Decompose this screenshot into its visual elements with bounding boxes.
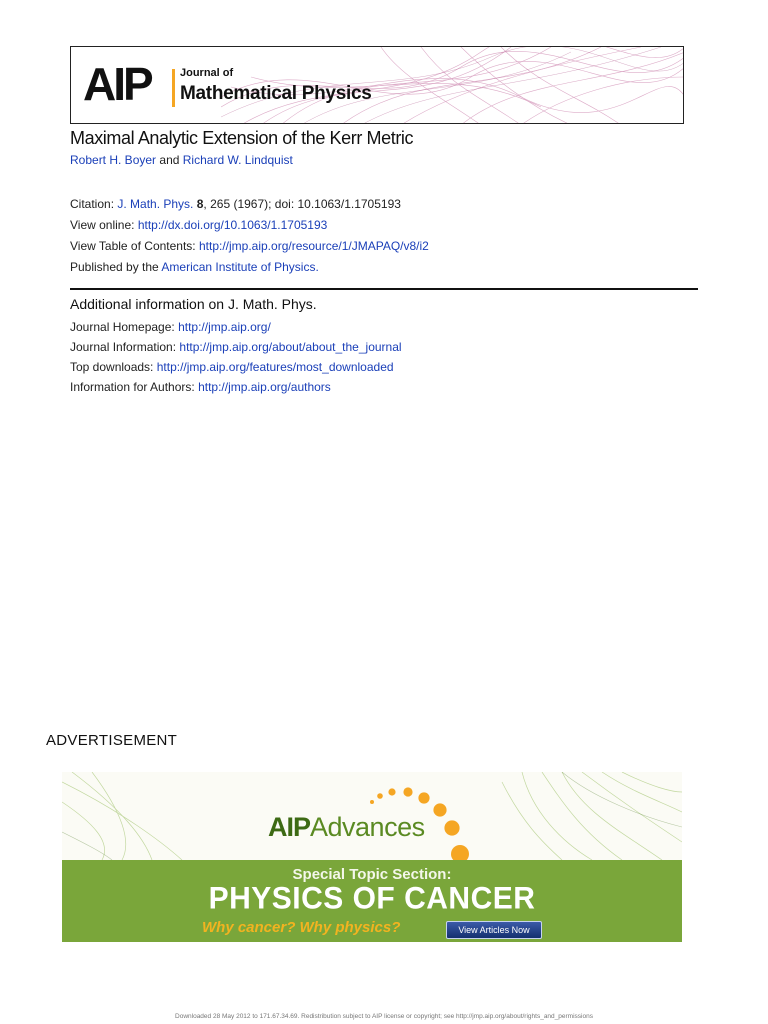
logo-divider-bar (172, 69, 175, 107)
info-label: Journal Information: (70, 340, 180, 354)
list-item (70, 377, 402, 397)
list-item (70, 357, 402, 377)
brand-bold: AIP (268, 812, 311, 842)
section-divider (70, 288, 698, 290)
ad-topic: Special Topic Section: (292, 866, 452, 883)
journal-of-label: Journal of (180, 67, 234, 79)
toc-link[interactable]: http://jmp.aip.org/resource/1/JMAPAQ/v8/i2 (198, 239, 429, 253)
toc-label: View Table of Contents: (70, 239, 199, 253)
journal-homepage-link[interactable]: http://jmp.aip.org/ (178, 320, 271, 334)
journal-name: Mathematical Physics (180, 83, 372, 104)
advertisement-label: ADVERTISEMENT (46, 732, 178, 749)
published-label: Published by the (70, 260, 162, 274)
view-online-row (70, 215, 429, 236)
info-label: Top downloads: (70, 360, 157, 374)
author-link-boyer[interactable]: Robert H. Boyer (70, 153, 157, 167)
journal-information-link[interactable]: http://jmp.aip.org/about/about_the_journal (179, 340, 402, 354)
published-row (70, 257, 429, 278)
citation-rest: , 265 (1967); doi: 10.1063/1.1705193 (203, 197, 401, 211)
author-link-lindquist[interactable]: Richard W. Lindquist (182, 153, 293, 167)
authors-info-link[interactable]: http://jmp.aip.org/authors (198, 380, 331, 394)
authors-conjunction: and (159, 153, 180, 167)
article-title: Maximal Analytic Extension of the Kerr Metric (70, 128, 414, 148)
list-item (70, 317, 402, 337)
citation-row (70, 194, 429, 215)
list-item (70, 337, 402, 357)
top-downloads-link[interactable]: http://jmp.aip.org/features/most_downloaded (156, 360, 394, 374)
citation-label: Citation: (70, 197, 118, 211)
aip-advances-logo (268, 812, 425, 843)
info-label: Journal Homepage: (70, 320, 179, 334)
advertisement-banner[interactable] (62, 772, 682, 942)
brand-rest: Advances (310, 812, 425, 842)
citation-block (70, 194, 429, 278)
citation-journal-link[interactable]: J. Math. Phys. (117, 197, 194, 211)
aip-logo: AIP (83, 58, 151, 110)
toc-row (70, 236, 429, 257)
view-online-link[interactable]: http://dx.doi.org/10.1063/1.1705193 (137, 218, 328, 232)
article-authors (70, 153, 293, 167)
additional-info-heading: Additional information on J. Math. Phys. (70, 296, 317, 312)
info-label: Information for Authors: (70, 380, 199, 394)
view-online-label: View online: (70, 218, 138, 232)
journal-banner (70, 46, 684, 124)
publisher-link[interactable]: American Institute of Physics. (161, 260, 319, 274)
additional-info-list (70, 317, 402, 397)
ad-subheadline: Why cancer? Why physics? (202, 919, 401, 936)
citation-volume: 8 (196, 197, 204, 211)
ad-headline: PHYSICS OF CANCER (208, 881, 536, 916)
view-articles-button[interactable]: View Articles Now (446, 921, 542, 939)
download-footer: Downloaded 28 May 2012 to 171.67.34.69. Redistribution subject to AIP license or copyright; see http://jmp.aip.org/about/rights_and_permissions (175, 1013, 593, 1020)
